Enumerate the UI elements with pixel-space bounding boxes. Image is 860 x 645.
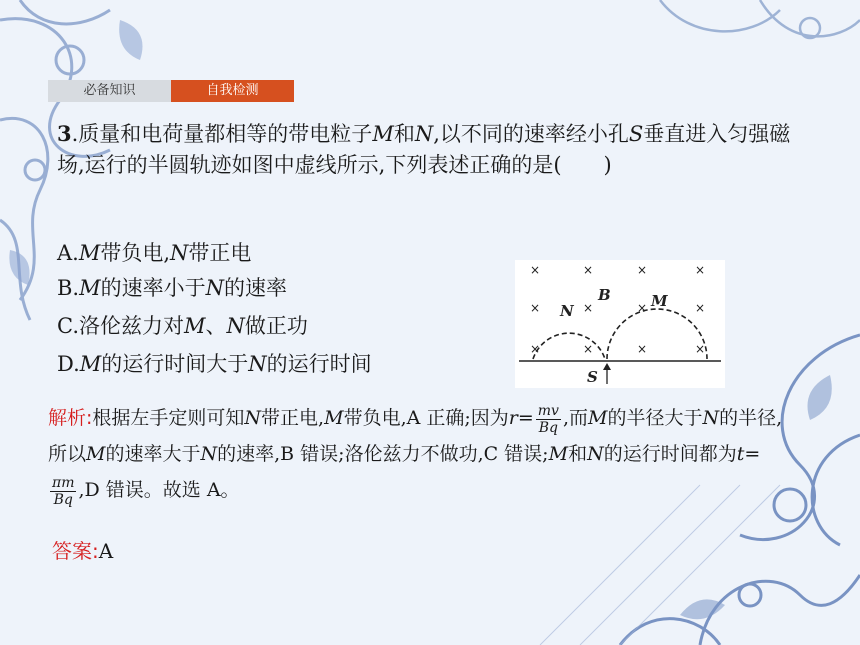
fraction-numerator: mv [537, 402, 559, 419]
field-cross: × [637, 342, 648, 356]
equals-sign: = [517, 407, 534, 429]
option-a [57, 238, 251, 268]
option-text: 的速率 [224, 276, 287, 300]
var-N: N [702, 407, 720, 429]
analysis-text: 根据左手定则可知 [92, 407, 245, 429]
option-text: 、 [205, 314, 227, 338]
option-letter: A. [57, 241, 79, 265]
var-N: N [170, 241, 189, 265]
section-tabs [48, 80, 294, 102]
var-M: M [184, 314, 206, 338]
answer-value: A [98, 539, 114, 563]
question-part: 垂直进入匀强磁场,运行的半圆轨迹如图中虚线所示,下列表述正确的是( ) [57, 122, 791, 177]
question-part: 和 [393, 122, 415, 146]
analysis-text: 的速率,B 错误;洛伦兹力不做功,C 错误; [217, 443, 549, 465]
option-d [57, 349, 372, 379]
question-part: ,以不同的速率经小孔 [433, 122, 629, 146]
label-M: M [651, 292, 668, 310]
equals-sign: = [744, 443, 761, 465]
analysis-text: 和 [568, 443, 588, 465]
question-number: 3 [57, 121, 72, 146]
var-M: M [588, 407, 608, 429]
option-text: 带负电, [100, 241, 171, 265]
option-text: 的速率小于 [100, 276, 206, 300]
option-text: 洛伦兹力对 [79, 314, 184, 338]
fraction-numerator: πm [52, 474, 75, 491]
analysis-text: 的速率大于 [105, 443, 201, 465]
analysis-text: ,D 错误。故选 A。 [78, 479, 240, 501]
var-M: M [324, 407, 344, 429]
fraction-pim-over-bq [50, 475, 76, 508]
var-M: M [79, 352, 102, 376]
var-M: M [548, 443, 569, 465]
decorative-swirl-top-right [640, 0, 860, 90]
field-cross: × [530, 342, 541, 356]
magnetic-field-diagram [515, 260, 725, 388]
var-M: M [78, 241, 101, 265]
var-N: N [244, 407, 262, 429]
field-cross: × [530, 263, 541, 277]
field-cross: × [637, 263, 648, 277]
question-part: .质量和电荷量都相等的带电粒子 [71, 122, 373, 146]
analysis-text: 的半径,所以 [48, 407, 783, 465]
field-cross: × [583, 263, 594, 277]
label-S: S [587, 368, 598, 386]
var-M: M [86, 443, 106, 465]
field-cross: × [637, 301, 648, 315]
analysis-text: 带正电, [261, 407, 325, 429]
analysis-text: 的半径大于 [607, 407, 703, 429]
field-cross: × [695, 263, 706, 277]
var-r: r [508, 407, 518, 429]
option-letter: B. [57, 276, 80, 300]
analysis-label: 解析: [48, 407, 93, 429]
field-cross: × [583, 342, 594, 356]
tab-essential-knowledge[interactable]: 必备知识 [48, 80, 171, 102]
option-text: 的运行时间大于 [101, 352, 249, 376]
answer-line [52, 535, 113, 564]
tab-self-check[interactable]: 自我检测 [171, 80, 294, 102]
question-text [57, 118, 797, 181]
field-cross: × [583, 301, 594, 315]
option-letter: C. [57, 314, 79, 338]
option-letter: D. [57, 352, 80, 376]
label-N: N [560, 302, 574, 320]
var-t: t [736, 443, 745, 465]
field-cross: × [695, 301, 706, 315]
fraction-denominator: Bq [538, 419, 558, 436]
label-B: B [598, 286, 611, 304]
var-S: S [628, 122, 644, 146]
analysis-text: ,而 [562, 407, 589, 429]
analysis-block [48, 400, 788, 508]
var-N: N [587, 443, 604, 465]
field-cross: × [530, 301, 541, 315]
option-text: 做正功 [244, 314, 308, 338]
var-N: N [414, 122, 434, 146]
option-text: 的运行时间 [266, 352, 372, 376]
analysis-text: 的运行时间都为 [603, 443, 737, 465]
var-M: M [372, 122, 394, 146]
analysis-text: 带负电,A 正确;因为 [343, 407, 509, 429]
answer-label: 答案: [52, 539, 99, 563]
var-N: N [226, 314, 245, 338]
option-text: 带正电 [188, 241, 252, 265]
fraction-denominator: Bq [53, 491, 73, 508]
fraction-mv-over-bq [536, 403, 561, 436]
option-b [57, 273, 287, 303]
option-c [57, 311, 308, 341]
var-N: N [205, 276, 224, 300]
field-cross: × [695, 342, 706, 356]
var-N: N [200, 443, 218, 465]
var-N: N [248, 352, 267, 376]
var-M: M [79, 276, 101, 300]
